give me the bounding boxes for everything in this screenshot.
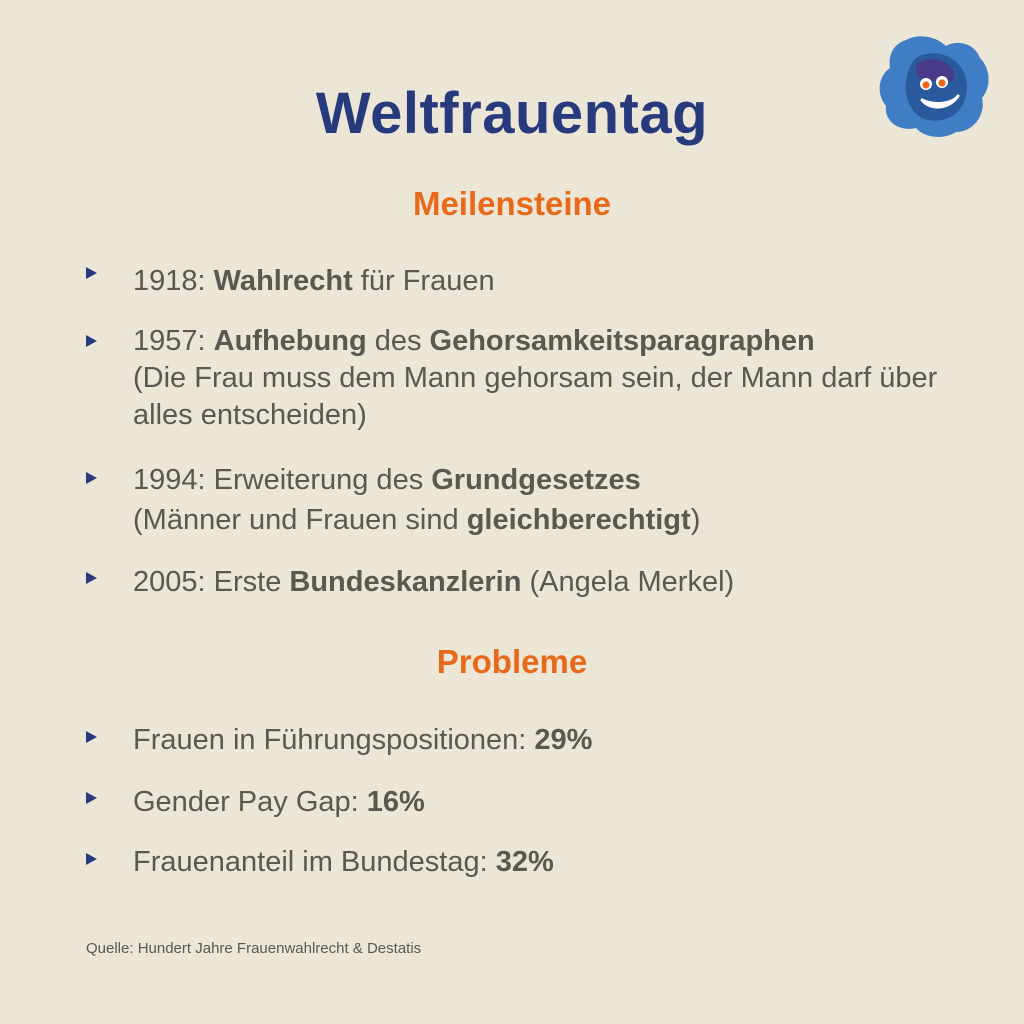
problem-label: Gender Pay Gap: — [133, 786, 367, 818]
section-heading-milestones: Meilensteine — [412, 185, 612, 222]
bullet-icon — [86, 731, 97, 743]
bullet-icon — [86, 335, 97, 347]
bullet-icon — [86, 572, 97, 584]
milestone-keyword: Bundeskanzlerin — [289, 566, 522, 598]
problem-value: 29% — [534, 724, 593, 756]
problem-label: Frauenanteil im Bundestag: — [133, 846, 496, 878]
section-heading-problems: Probleme — [436, 643, 588, 680]
problem-value: 32% — [495, 846, 554, 878]
milestone-keyword: Wahlrecht — [213, 265, 353, 297]
milestone-note: ) — [690, 504, 701, 536]
milestone-note: (Männer und Frauen sind — [133, 504, 467, 536]
milestone-year: 2005: — [133, 566, 206, 598]
milestone-keyword: Aufhebung — [213, 325, 367, 357]
milestone-year: 1957: — [133, 325, 206, 357]
bullet-icon — [86, 472, 97, 484]
source-footnote: Quelle: Hundert Jahre Frauenwahlrecht & Destatis — [86, 940, 422, 957]
milestone-text: Erweiterung des — [205, 464, 432, 496]
milestone-note: (Die Frau muss dem Mann gehorsam sein, der Mann darf über alles entscheiden) — [133, 362, 938, 431]
problem-value: 16% — [366, 786, 425, 818]
milestone-keyword: Grundgesetzes — [431, 464, 641, 496]
milestone-text: (Angela Merkel) — [521, 566, 735, 598]
bullet-icon — [86, 792, 97, 804]
milestone-keyword: Gehorsamkeitsparagraphen — [429, 325, 815, 357]
milestone-keyword: gleichberechtigt — [466, 504, 691, 536]
milestone-text: des — [366, 325, 430, 357]
problem-label: Frauen in Führungspositionen: — [133, 724, 535, 756]
milestone-text: Erste — [205, 566, 290, 598]
milestone-text: für Frauen — [352, 265, 495, 297]
milestone-year: 1994: — [133, 464, 206, 496]
page-title: Weltfrauentag — [315, 81, 709, 146]
milestone-year: 1918: — [133, 265, 206, 297]
bullet-icon — [86, 267, 97, 279]
bullet-icon — [86, 853, 97, 865]
